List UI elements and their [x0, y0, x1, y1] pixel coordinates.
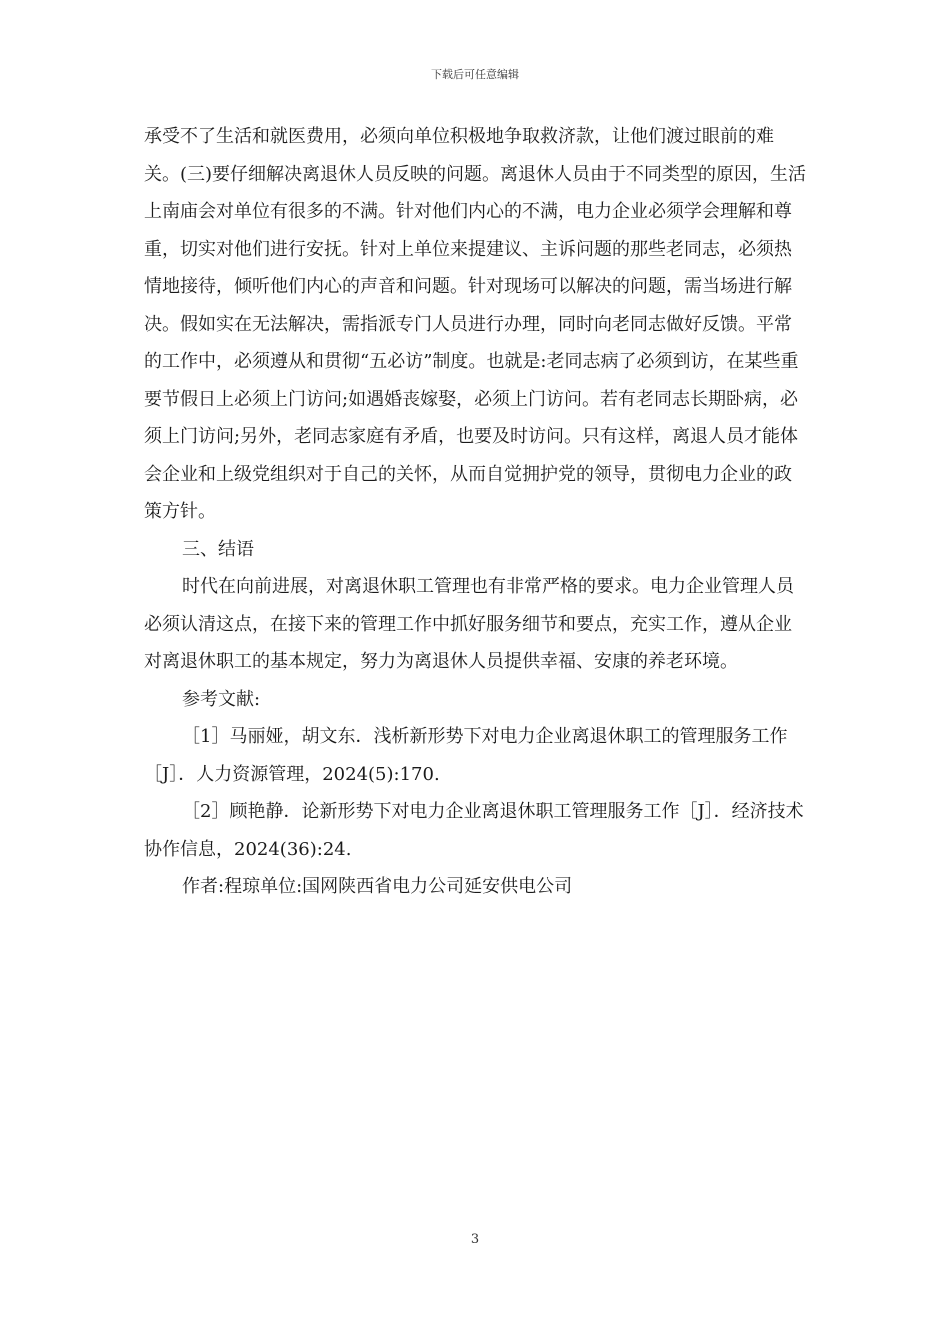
author-line: 作者:程琼单位:国网陕西省电力公司延安供电公司 [182, 876, 573, 897]
references-heading: 参考文献: [182, 688, 261, 710]
reference-item-2: ［2］顾艳静．论新形势下对电力企业离退休职工管理服务工作［J］．经济技术协作信息，2024(36):24. [144, 801, 804, 860]
page-number: 3 [470, 1232, 480, 1247]
document-body [144, 118, 808, 906]
page-header: 下载后可任意编辑 [431, 68, 519, 81]
conclusion-paragraph: 时代在向前进展，对离退休职工管理也有非常严格的要求。电力企业管理人员必须认清这点，在接下来的管理工作中抓好服务细节和要点，充实工作，遵从企业对离退休职工的基本规定，努力为离退休人员提供幸福、安康的养老环境。 [144, 576, 794, 672]
continued-paragraph: 承受不了生活和就医费用，必须向单位积极地争取救济款，让他们渡过眼前的难关。(三)要仔细解决离退休人员反映的问题。离退休人员由于不同类型的原因，生活上南庙会对单位有很多的不满。针对他们内心的不满，电力企业必须学会理解和尊重，切实对他们进行安抚。针对上单位来提建议、主诉问题的那些老同志，必须热情地接待，倾听他们内心的声音和问题。针对现场可以解决的问题，需当场进行解决。假如实在无法解决，需指派专门人员进行办理，同时向老同志做好反馈。平常的工作中，必须遵从和贯彻“五必访”制度。也就是:老同志病了必须到访，在某些重要节假日上必须上门访问;如遇婚丧嫁娶，必须上门访问。若有老同志长期卧病，必须上门访问;另外，老同志家庭有矛盾，也要及时访问。只有这样，离退人员才能体会企业和上级党组织对于自己的关怀，从而自觉拥护党的领导，贯彻电力企业的政策方针。 [144, 126, 807, 522]
reference-item-1: ［1］马丽娅，胡文东．浅析新形势下对电力企业离退休职工的管理服务工作［J］．人力资源管理，2024(5):170. [144, 726, 788, 785]
section-heading: 三、结语 [182, 538, 254, 560]
